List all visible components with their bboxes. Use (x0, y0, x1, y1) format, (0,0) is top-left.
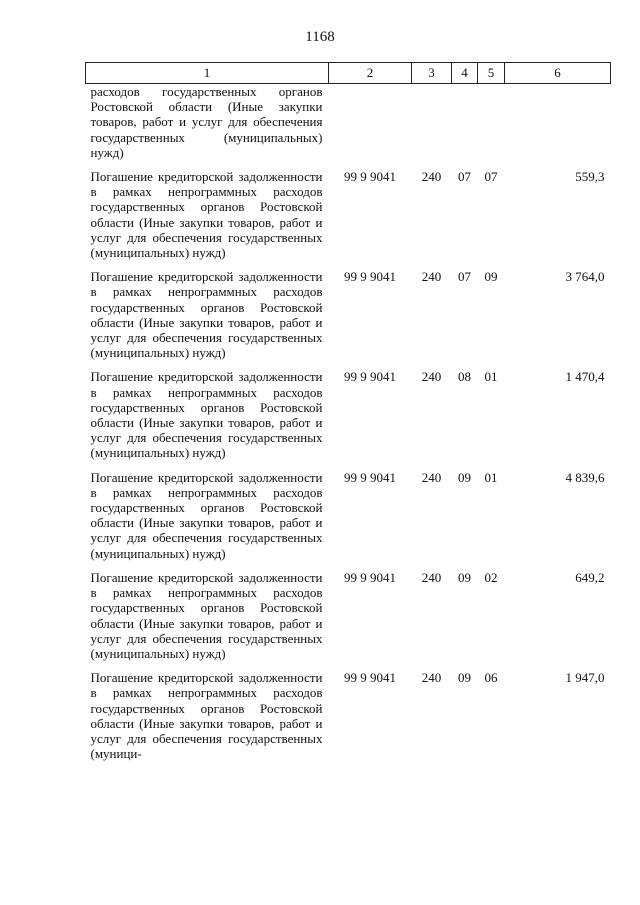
row-amount: 3 764,0 (565, 269, 605, 285)
header-row (86, 63, 611, 84)
row-name: Погашение кредиторской задолженности в рамках непрограммных расходов государственных органов Ростовской области (Иные закупки товаров, работ и услуг для обеспечения государственных (муниципальных) нужд) (90, 569, 323, 661)
header-col-2: 2 (329, 63, 412, 84)
row-target-article: 99 9 9041 (344, 670, 396, 686)
row-section: 09 (458, 670, 471, 686)
row-expense-type: 240 (421, 369, 442, 385)
continuation-name: расходов государственных органов Ростовской области (Иные закупки товаров, работ и услуг для обеспечения государственных (муниципальных) нужд) (90, 84, 323, 160)
row-subsection: 09 (484, 269, 498, 285)
row-expense-type: 240 (421, 670, 442, 686)
row-subsection: 07 (484, 169, 498, 185)
row-target-article: 99 9 9041 (344, 469, 396, 485)
table-row (86, 269, 611, 369)
row-amount: 4 839,6 (565, 469, 605, 485)
row-section: 07 (458, 169, 471, 185)
header-col-3: 3 (412, 63, 452, 84)
row-amount: 1 470,4 (565, 369, 605, 385)
row-target-article: 99 9 9041 (344, 569, 396, 585)
table-row (86, 570, 611, 670)
row-section: 07 (458, 269, 471, 285)
row-target-article: 99 9 9041 (344, 269, 396, 285)
continuation-row (86, 84, 611, 170)
row-expense-type: 240 (421, 569, 442, 585)
header-col-4: 4 (452, 63, 478, 84)
row-name: Погашение кредиторской задолженности в рамках непрограммных расходов государственных органов Ростовской области (Иные закупки товаров, работ и услуг для обеспечения государственных (муниципальных) нужд) (90, 369, 323, 461)
row-name: Погашение кредиторской задолженности в рамках непрограммных расходов государственных органов Ростовской области (Иные закупки товаров, работ и услуг для обеспечения государственных (муниципальных) нужд) (90, 169, 323, 261)
row-name: Погашение кредиторской задолженности в рамках непрограммных расходов государственных органов Ростовской области (Иные закупки товаров, работ и услуг для обеспечения государственных (муниципальных) нужд) (90, 469, 323, 561)
row-section: 09 (458, 569, 471, 585)
row-name: Погашение кредиторской задолженности в рамках непрограммных расходов государственных органов Ростовской области (Иные закупки товаров, работ и услуг для обеспечения государственных (муниципальных) нужд) (90, 269, 323, 361)
row-subsection: 02 (484, 569, 498, 585)
row-target-article: 99 9 9041 (344, 369, 396, 385)
header-col-1: 1 (86, 63, 329, 84)
header-col-6: 6 (505, 63, 611, 84)
row-section: 08 (458, 369, 471, 385)
row-expense-type: 240 (421, 169, 442, 185)
budget-table (85, 62, 611, 761)
table-row (86, 470, 611, 570)
row-name: Погашение кредиторской задолженности в рамках непрограммных расходов государственных органов Ростовской области (Иные закупки товаров, работ и услуг для обеспечения государственных (муници- (90, 670, 323, 762)
row-amount: 1 947,0 (565, 670, 605, 686)
table-row (86, 670, 611, 761)
row-expense-type: 240 (421, 469, 442, 485)
row-subsection: 01 (484, 369, 498, 385)
header-col-5: 5 (478, 63, 505, 84)
table-row (86, 169, 611, 269)
row-amount: 649,2 (575, 569, 605, 585)
row-subsection: 01 (484, 469, 498, 485)
row-expense-type: 240 (421, 269, 442, 285)
page-number: 1168 (305, 29, 335, 45)
table-row (86, 369, 611, 469)
row-amount: 559,3 (575, 169, 605, 185)
row-target-article: 99 9 9041 (344, 169, 396, 185)
row-subsection: 06 (484, 670, 498, 686)
row-section: 09 (458, 469, 471, 485)
